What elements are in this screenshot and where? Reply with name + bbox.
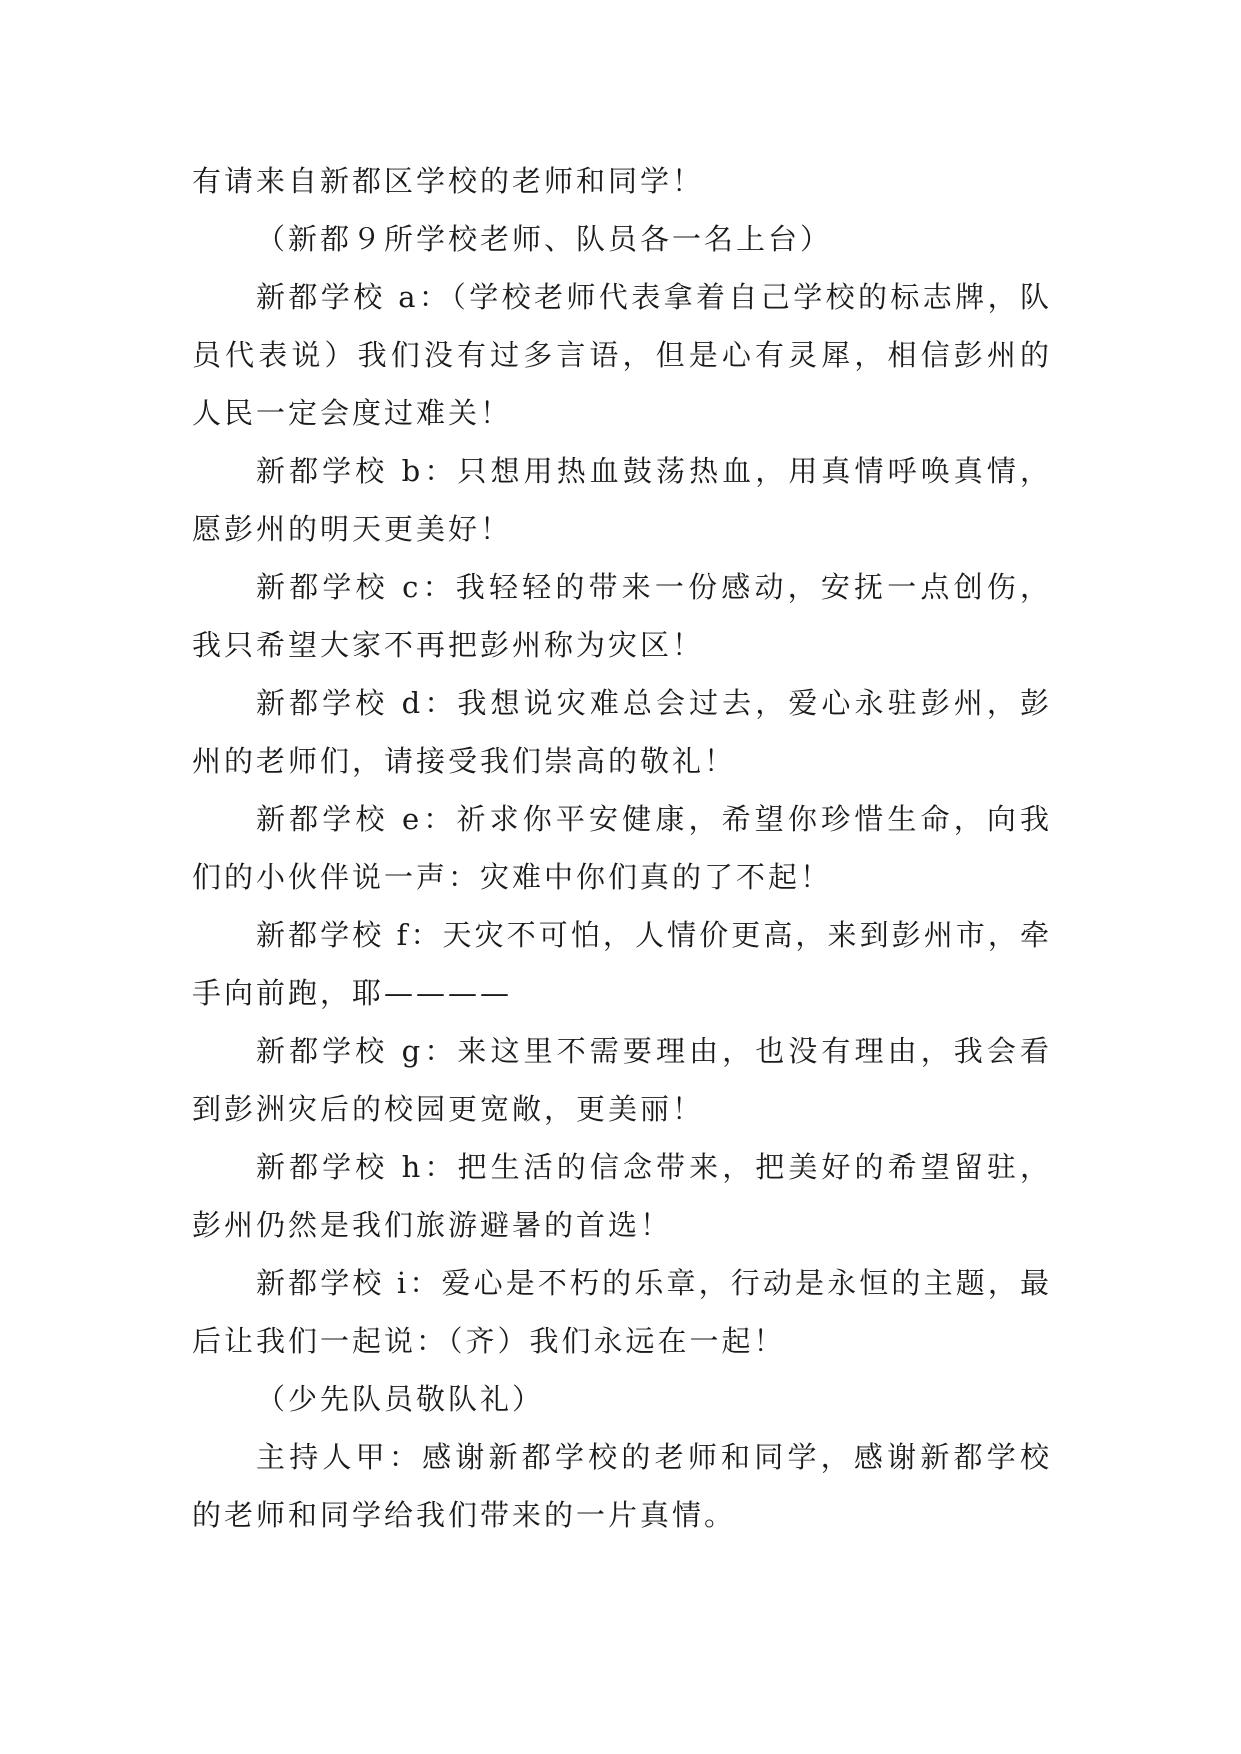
paragraph-salute: （少先队员敬队礼）: [256, 1382, 545, 1416]
paragraph-school-e: 新都学校 e：祈求你平安健康，希望你珍惜生命，向我们的小伙伴说一声：灾难中你们真的了不起！: [192, 802, 1052, 894]
paragraph-school-b: 新都学校 b：只想用热血鼓荡热血，用真情呼唤真情，愿彭州的明天更美好！: [192, 454, 1052, 546]
paragraph-school-g: 新都学校 g：来这里不需要理由，也没有理由，我会看到彭洲灾后的校园更宽敞，更美丽！: [192, 1034, 1052, 1126]
paragraph-school-a: 新都学校 a：（学校老师代表拿着自己学校的标志牌，队员代表说）我们没有过多言语，但是心有灵犀，相信彭州的人民一定会度过难关！: [192, 280, 1052, 430]
paragraph-school-f: 新都学校 f：天灾不可怕，人情价更高，来到彭州市，牵手向前跑，耶————: [192, 918, 1052, 1010]
paragraph-host-a: 主持人甲：感谢新都学校的老师和同学，感谢新都学校的老师和同学给我们带来的一片真情。: [192, 1440, 1052, 1532]
paragraph-school-c: 新都学校 c：我轻轻的带来一份感动，安抚一点创伤，我只希望大家不再把彭州称为灾区！: [192, 570, 1052, 662]
paragraph-intro: 有请来自新都区学校的老师和同学！: [192, 164, 705, 198]
paragraph-school-d: 新都学校 d：我想说灾难总会过去，爱心永驻彭州，彭州的老师们，请接受我们崇高的敬礼！: [192, 686, 1052, 778]
paragraph-stage-direction: （新都９所学校老师、队员各一名上台）: [256, 222, 833, 256]
paragraph-school-i: 新都学校 i：爱心是不朽的乐章，行动是永恒的主题，最后让我们一起说：（齐）我们永远在一起！: [192, 1266, 1052, 1358]
document-body: [192, 152, 1052, 1544]
paragraph-school-h: 新都学校 h：把生活的信念带来，把美好的希望留驻，彭州仍然是我们旅游避暑的首选！: [192, 1150, 1052, 1242]
